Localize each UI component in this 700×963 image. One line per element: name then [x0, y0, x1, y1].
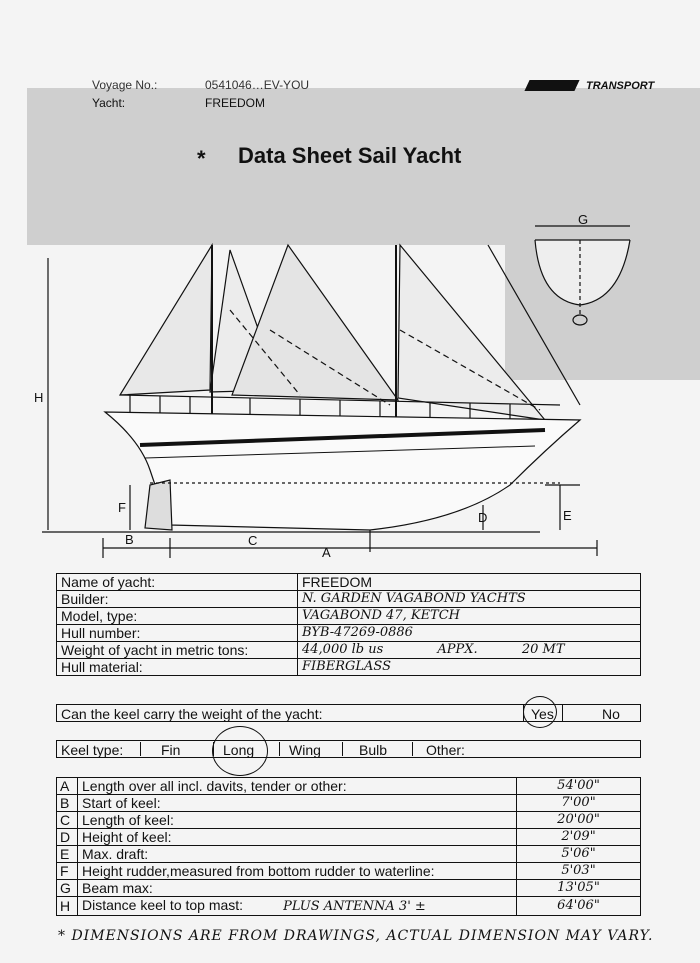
dim-key: C: [57, 812, 78, 829]
dim-value: 5'03": [517, 863, 641, 880]
long-selection-circle: [212, 726, 268, 776]
keel-option-other[interactable]: Other:: [426, 742, 465, 758]
table-row: [57, 574, 641, 591]
dim-label: Max. draft:: [78, 846, 517, 863]
dim-letter-f: F: [118, 500, 126, 515]
dim-letter-h: H: [34, 390, 44, 405]
yacht-label: Yacht:: [92, 96, 126, 110]
dim-letter-d: D: [478, 510, 488, 525]
info-label: Name of yacht:: [57, 574, 298, 591]
weight-note: APPX.: [437, 642, 478, 657]
dim-letter-g: G: [578, 212, 589, 227]
info-label: Model, type:: [57, 608, 298, 625]
dim-label-text: Distance keel to top mast:: [82, 897, 244, 913]
dim-key: E: [57, 846, 78, 863]
dim-letter-b: B: [125, 532, 134, 547]
yacht-profile-drawing: [0, 212, 700, 570]
dim-label: Length of keel:: [78, 812, 517, 829]
yes-selection-circle: [523, 696, 557, 728]
yacht-value: FREEDOM: [205, 96, 265, 110]
table-row: [57, 659, 641, 676]
keel-type-label: Keel type:: [61, 742, 124, 758]
info-label: Builder:: [57, 591, 298, 608]
dimensions-table: [56, 777, 641, 916]
keel-question-text: Can the keel carry the weight of the yacht:: [61, 706, 323, 722]
dim-label: Height of keel:: [78, 829, 517, 846]
table-row: [57, 863, 641, 880]
dim-value: 13'05": [517, 880, 641, 897]
dim-key: F: [57, 863, 78, 880]
brand-logo-mark: [524, 80, 579, 91]
info-value-weight: [298, 642, 641, 659]
dim-value: 54'00": [517, 778, 641, 795]
dim-label: Start of keel:: [78, 795, 517, 812]
footnote: * DIMENSIONS ARE FROM DRAWINGS, ACTUAL DIMENSION MAY VARY.: [58, 928, 654, 944]
table-row: [57, 829, 641, 846]
keel-no-option[interactable]: No: [602, 706, 620, 722]
yacht-info-table: [56, 573, 641, 676]
keel-option-bulb[interactable]: Bulb: [359, 742, 388, 758]
keel-option-long[interactable]: Long: [223, 742, 255, 758]
dim-value: 7'00": [517, 795, 641, 812]
dim-letter-a: A: [322, 545, 331, 560]
voyage-value: 0541046…EV-YOU: [205, 78, 310, 92]
keel-option-wing[interactable]: Wing: [289, 742, 321, 758]
dim-letter-e: E: [563, 508, 572, 523]
brand-name: TRANSPORT: [586, 80, 655, 92]
dim-note: PLUS ANTENNA 3' ±: [283, 899, 426, 914]
table-row: [57, 778, 641, 795]
table-row: [57, 897, 641, 916]
info-value: FREEDOM: [298, 574, 641, 591]
keel-type-row: [56, 740, 641, 758]
info-label: Hull number:: [57, 625, 298, 642]
info-label: Hull material:: [57, 659, 298, 676]
info-label: Weight of yacht in metric tons:: [57, 642, 298, 659]
table-row: [57, 812, 641, 829]
dim-value: 64'06": [517, 897, 641, 916]
voyage-label: Voyage No.:: [92, 78, 158, 92]
dim-value: 20'00": [517, 812, 641, 829]
title-asterisk: *: [197, 146, 206, 171]
table-row: [57, 846, 641, 863]
dim-key: H: [57, 897, 78, 916]
dim-key: G: [57, 880, 78, 897]
page-title: Data Sheet Sail Yacht: [238, 143, 462, 168]
keel-yes-option[interactable]: Yes: [531, 706, 554, 722]
dim-key: D: [57, 829, 78, 846]
dim-value: 5'06": [517, 846, 641, 863]
dim-label: Beam max:: [78, 880, 517, 897]
table-row: [57, 608, 641, 625]
info-value: N. GARDEN VAGABOND YACHTS: [298, 591, 641, 608]
weight-value: 44,000 lb us: [302, 642, 384, 657]
table-row: [57, 642, 641, 659]
weight-extra: 20 MT: [521, 642, 565, 657]
dim-label: Height rudder,measured from bottom rudder to waterline:: [78, 863, 517, 880]
table-row: [57, 880, 641, 897]
dim-key: B: [57, 795, 78, 812]
dim-label: Length over all incl. davits, tender or other:: [78, 778, 517, 795]
table-row: [57, 795, 641, 812]
dim-label: [78, 897, 517, 916]
keel-option-fin[interactable]: Fin: [161, 742, 181, 758]
dim-key: A: [57, 778, 78, 795]
table-row: [57, 625, 641, 642]
dim-value: 2'09": [517, 829, 641, 846]
info-value: BYB-47269-0886: [298, 625, 641, 642]
table-row: [57, 591, 641, 608]
info-value: FIBERGLASS: [298, 659, 641, 676]
dim-letter-c: C: [248, 533, 258, 548]
info-value: VAGABOND 47, KETCH: [298, 608, 641, 625]
